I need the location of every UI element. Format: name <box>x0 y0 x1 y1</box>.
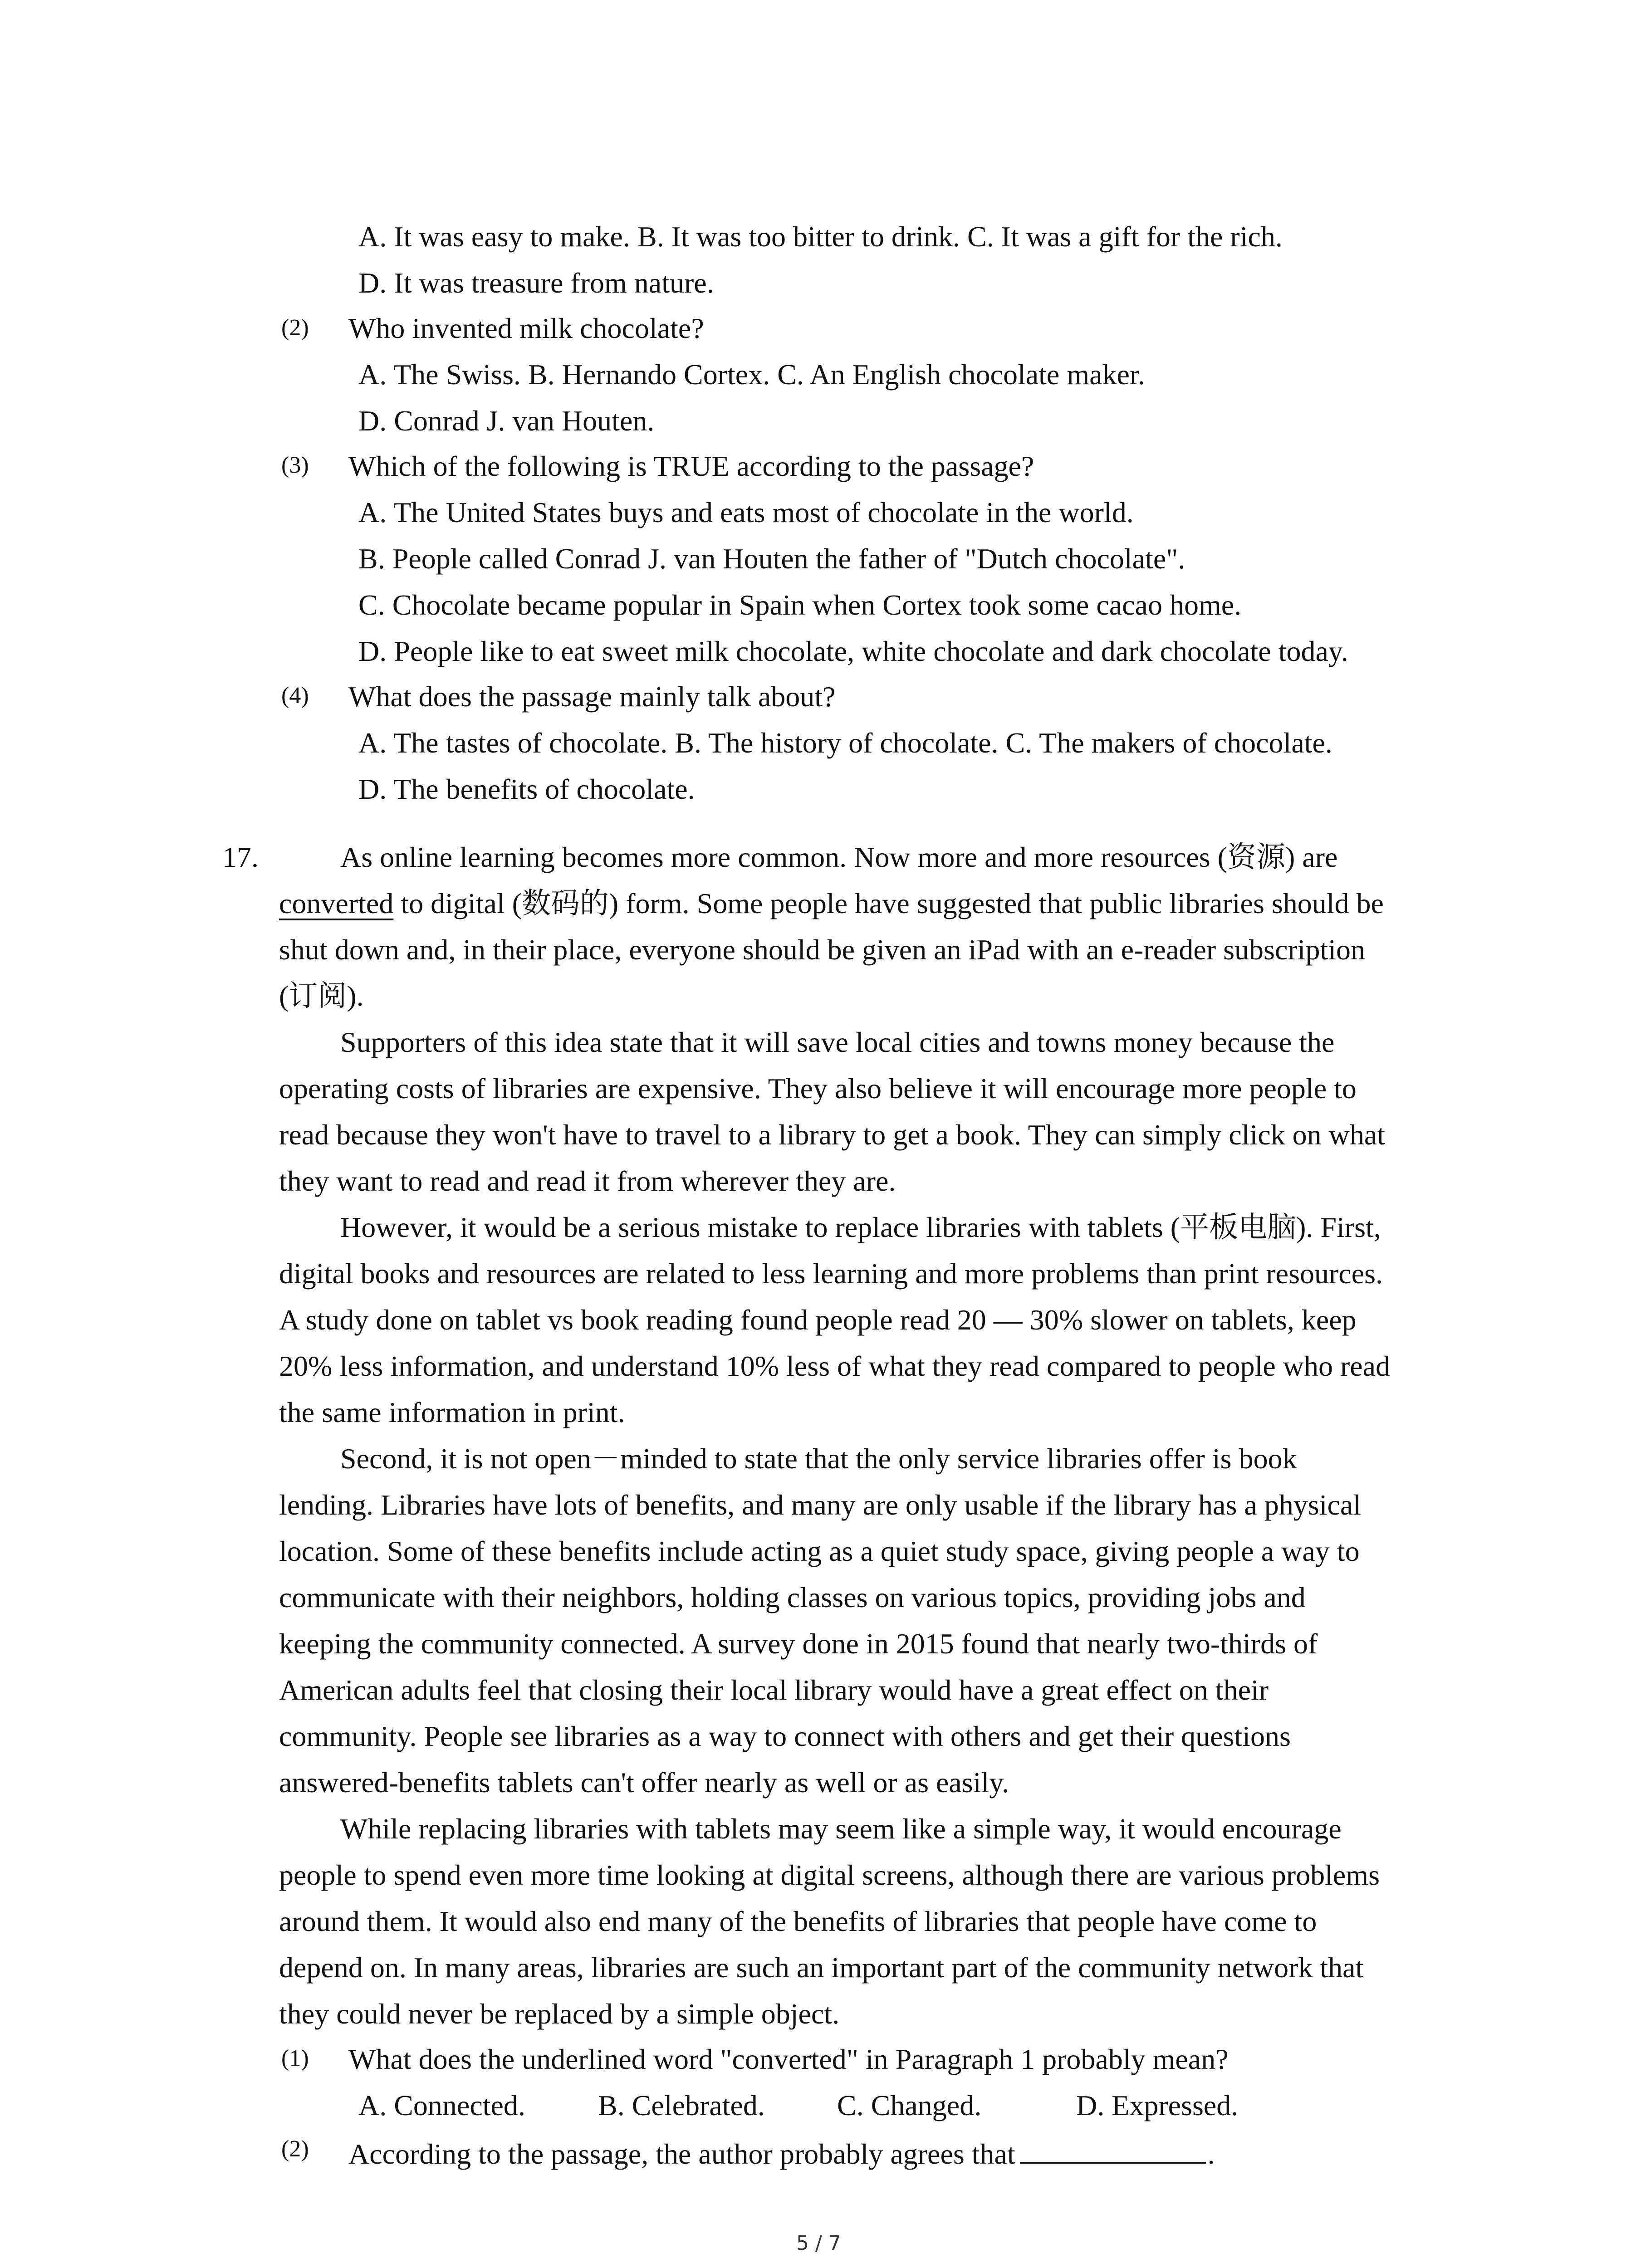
q17-p3-line5: the same information in print. <box>279 1396 625 1428</box>
q17-q1-option-d: D. Expressed. <box>1076 2089 1239 2121</box>
q17-p3-line4: 20% less information, and understand 10% less of what they read compared to people who read <box>279 1350 1391 1382</box>
q16-q1-options-row2: D. It was treasure from nature. <box>358 267 714 299</box>
q16-q2-number: (2) <box>281 315 309 341</box>
q17-p4-line2: lending. Libraries have lots of benefits, and many are only usable if the library has a physical <box>279 1489 1362 1521</box>
q17-p5-line1: While replacing libraries with tablets may seem like a simple way, it would encourage <box>340 1813 1342 1845</box>
answer-blank[interactable] <box>1020 2136 1206 2164</box>
q17-p5-line4: depend on. In many areas, libraries are such an important part of the community network that <box>279 1951 1364 1984</box>
q17-p4-line1: Second, it is not open－minded to state that the only service libraries offer is book <box>340 1442 1297 1475</box>
q17-p1-line4: (订阅). <box>279 980 364 1012</box>
q16-q4-number: (4) <box>281 683 309 709</box>
underlined-word-converted: converted <box>279 887 394 919</box>
q17-p2-line1: Supporters of this idea state that it will save local cities and towns money because the <box>340 1026 1335 1058</box>
q16-q1-options-row1: A. It was easy to make. B. It was too bitter to drink. C. It was a gift for the rich. <box>358 220 1283 253</box>
q16-q3-number: (3) <box>281 452 309 478</box>
q17-q1-stem: What does the underlined word "converted" in Paragraph 1 probably mean? <box>348 2043 1229 2075</box>
q17-p4-line6: American adults feel that closing their local library would have a great effect on their <box>279 1674 1269 1706</box>
q17-number: 17. <box>222 841 259 873</box>
q16-q3-option-a: A. The United States buys and eats most of chocolate in the world. <box>358 496 1134 528</box>
page-number: 5 / 7 <box>796 2232 841 2255</box>
q17-p1-line1: As online learning becomes more common. Now more and more resources (资源) are <box>340 841 1338 873</box>
q17-q2-end: . <box>1207 2138 1215 2170</box>
q17-p4-line3: location. Some of these benefits include acting as a quiet study space, giving people a way to <box>279 1535 1360 1567</box>
q16-q3-option-d: D. People like to eat sweet milk chocolate, white chocolate and dark chocolate today. <box>358 635 1348 667</box>
q17-p3-line2: digital books and resources are related to less learning and more problems than print resources. <box>279 1257 1383 1290</box>
q17-q1-number: (1) <box>281 2045 309 2071</box>
q17-p2-line3: read because they won't have to travel to a library to get a book. They can simply click on what <box>279 1119 1385 1151</box>
q17-p3-line3: A study done on tablet vs book reading found people read 20 — 30% slower on tablets, keep <box>279 1304 1357 1336</box>
q17-p4-line4: communicate with their neighbors, holding classes on various topics, providing jobs and <box>279 1581 1306 1613</box>
q16-q2-options-row2: D. Conrad J. van Houten. <box>358 405 655 437</box>
q17-q2-stem-line <box>348 2136 1215 2169</box>
q17-q1-option-b: B. Celebrated. <box>598 2089 765 2121</box>
q17-p5-line5: they could never be replaced by a simple object. <box>279 1998 840 2030</box>
q17-q2-stem: According to the passage, the author probably agrees that <box>348 2138 1015 2170</box>
q17-p4-line7: community. People see libraries as a way to connect with others and get their questions <box>279 1720 1291 1752</box>
q17-p2-line4: they want to read and read it from wherever they are. <box>279 1165 896 1197</box>
q17-p4-line5: keeping the community connected. A survey done in 2015 found that nearly two-thirds of <box>279 1628 1318 1660</box>
q17-p1-line3: shut down and, in their place, everyone should be given an iPad with an e-reader subscription <box>279 934 1365 966</box>
q16-q4-options-row2: D. The benefits of chocolate. <box>358 773 695 805</box>
q16-q3-stem: Which of the following is TRUE according to the passage? <box>348 450 1034 482</box>
q17-p5-line3: around them. It would also end many of the benefits of libraries that people have come to <box>279 1905 1317 1937</box>
q17-q2-number: (2) <box>281 2136 309 2162</box>
q16-q2-stem: Who invented milk chocolate? <box>348 312 704 344</box>
q17-p3-line1: However, it would be a serious mistake to replace libraries with tablets (平板电脑). First, <box>340 1211 1381 1243</box>
q16-q4-options-row1: A. The tastes of chocolate. B. The history of chocolate. C. The makers of chocolate. <box>358 727 1332 759</box>
q17-q1-option-a: A. Connected. <box>358 2089 525 2121</box>
q17-p1-line2-rest: to digital (数码的) form. Some people have suggested that public libraries should be <box>393 887 1384 919</box>
q16-q3-option-c: C. Chocolate became popular in Spain when Cortex took some cacao home. <box>358 589 1242 621</box>
q17-p4-line8: answered-benefits tablets can't offer nearly as well or as easily. <box>279 1766 1009 1799</box>
q16-q4-stem: What does the passage mainly talk about? <box>348 680 836 713</box>
q17-p1-line2 <box>279 889 1384 918</box>
q17-p5-line2: people to spend even more time looking at digital screens, although there are various problems <box>279 1859 1380 1891</box>
q16-q3-option-b: B. People called Conrad J. van Houten the father of "Dutch chocolate". <box>358 543 1185 575</box>
q17-q1-option-c: C. Changed. <box>837 2089 982 2121</box>
q16-q2-options-row1: A. The Swiss. B. Hernando Cortex. C. An English chocolate maker. <box>358 358 1145 391</box>
q17-p2-line2: operating costs of libraries are expensive. They also believe it will encourage more people to <box>279 1072 1357 1105</box>
